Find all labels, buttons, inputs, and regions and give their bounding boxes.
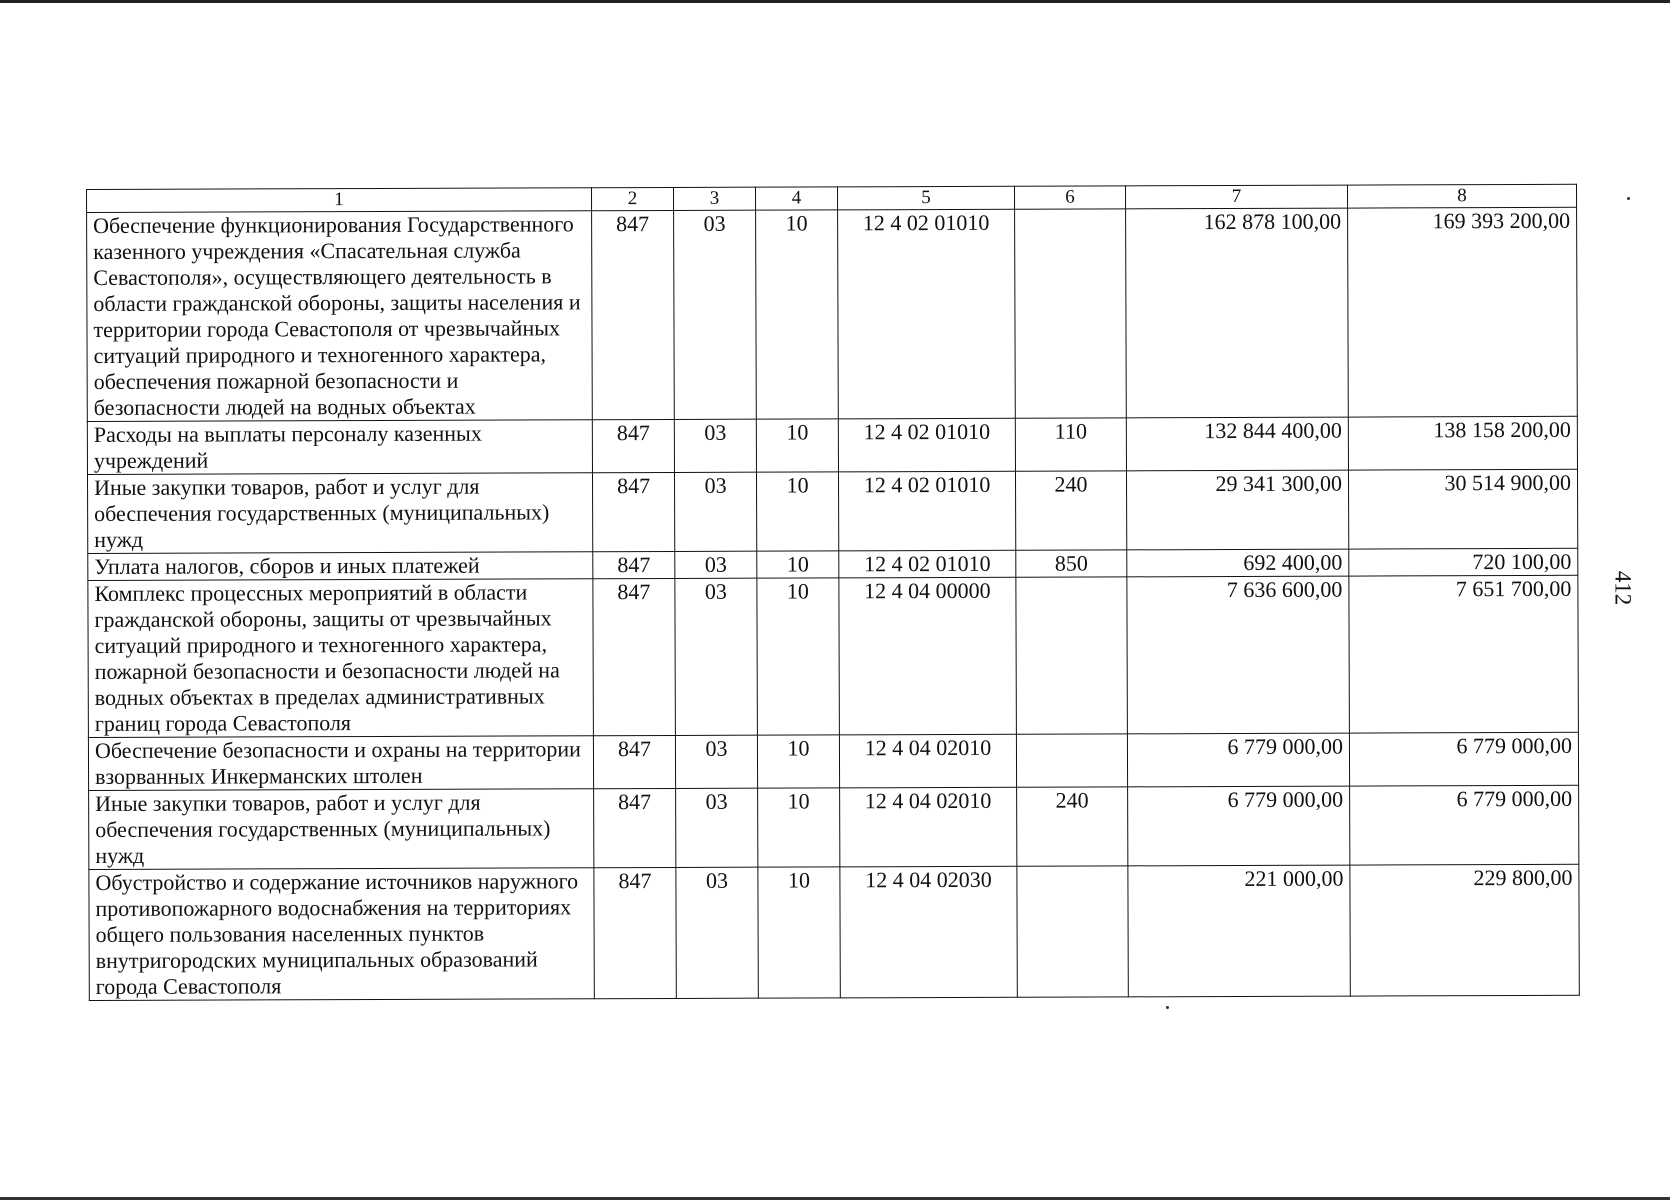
amount-col-7: 6 779 000,00 <box>1128 786 1350 866</box>
section-code: 03 <box>675 578 758 735</box>
item-name: Иные закупки товаров, работ и услуг для обеспечения государственных (муниципальных) нужд <box>89 789 594 870</box>
expense-type-code: 850 <box>1016 550 1127 577</box>
ministry-code: 847 <box>592 210 675 419</box>
amount-col-7: 7 636 600,00 <box>1127 576 1350 734</box>
table-row <box>87 469 1577 553</box>
ministry-code: 847 <box>592 472 674 551</box>
amount-col-8: 6 779 000,00 <box>1349 732 1578 786</box>
subsection-code: 10 <box>757 735 839 788</box>
column-header: 2 <box>591 187 673 210</box>
ministry-code: 847 <box>593 578 676 735</box>
target-article-code: 12 4 04 02030 <box>840 866 1017 998</box>
amount-col-7: 6 779 000,00 <box>1127 733 1349 787</box>
table-row <box>87 207 1578 421</box>
item-name: Комплекс процессных мероприятий в области гражданской обороны, защиты от чрезвычайных ситуаций природного и техногенного характера, пожарной безопасности и безопасности людей на водных объектах в пределах административных границ города Севастополя <box>88 579 594 738</box>
section-code: 03 <box>676 788 758 867</box>
column-header: 3 <box>673 187 755 210</box>
target-article-code: 12 4 04 00000 <box>839 577 1017 735</box>
table-row <box>87 416 1577 474</box>
ministry-code: 847 <box>594 788 676 867</box>
expense-type-code <box>1016 577 1128 734</box>
subsection-code: 10 <box>757 551 839 578</box>
table-row <box>89 864 1579 1000</box>
amount-col-7: 692 400,00 <box>1127 549 1349 577</box>
expense-type-code: 110 <box>1015 418 1126 471</box>
target-article-code: 12 4 02 01010 <box>838 209 1016 419</box>
item-name: Обеспечение безопасности и охраны на территории взорванных Инкерманских штолен <box>88 736 593 791</box>
target-article-code: 12 4 04 02010 <box>839 734 1016 788</box>
item-name: Расходы на выплаты персоналу казенных учреждений <box>87 420 592 475</box>
ministry-code: 847 <box>593 735 675 788</box>
item-name: Уплата налогов, сборов и иных платежей <box>88 552 593 581</box>
ministry-code: 847 <box>592 419 674 472</box>
scan-speck <box>1627 197 1630 200</box>
section-code: 03 <box>674 210 757 419</box>
table-row <box>88 732 1578 790</box>
item-name: Иные закупки товаров, работ и услуг для обеспечения государственных (муниципальных) нужд <box>87 473 592 554</box>
target-article-code: 12 4 04 02010 <box>840 787 1017 867</box>
amount-col-8: 138 158 200,00 <box>1348 416 1577 470</box>
target-article-code: 12 4 02 01010 <box>839 550 1016 578</box>
amount-col-8: 30 514 900,00 <box>1348 469 1577 549</box>
scan-speck <box>1166 1006 1169 1009</box>
amount-col-7: 132 844 400,00 <box>1126 417 1348 471</box>
subsection-code: 10 <box>758 788 840 867</box>
expense-type-code: 240 <box>1017 787 1128 866</box>
section-code: 03 <box>674 472 756 551</box>
budget-table <box>86 184 1580 1001</box>
column-header: 7 <box>1125 185 1347 209</box>
target-article-code: 12 4 02 01010 <box>838 471 1015 551</box>
amount-col-8: 7 651 700,00 <box>1349 575 1579 733</box>
subsection-code: 10 <box>756 419 838 472</box>
page-number: 412 <box>1610 570 1636 606</box>
expense-type-code: 240 <box>1015 471 1126 550</box>
column-header: 8 <box>1347 184 1576 208</box>
amount-col-7: 29 341 300,00 <box>1126 470 1348 550</box>
section-code: 03 <box>674 419 756 472</box>
ministry-code: 847 <box>593 551 675 578</box>
column-header: 5 <box>837 186 1014 210</box>
section-code: 03 <box>675 551 757 578</box>
expense-type-code <box>1016 734 1127 787</box>
table-row <box>89 785 1579 869</box>
amount-col-8: 169 393 200,00 <box>1348 207 1578 417</box>
subsection-code: 10 <box>757 578 840 735</box>
column-header: 4 <box>755 187 837 210</box>
scan-top-edge <box>0 0 1670 3</box>
expense-type-code <box>1017 866 1128 997</box>
section-code: 03 <box>675 735 757 788</box>
subsection-code: 10 <box>758 867 840 998</box>
expense-type-code <box>1015 209 1127 418</box>
column-header: 6 <box>1014 186 1125 209</box>
item-name: Обеспечение функционирования Государственного казенного учреждения «Спасательная служба Севастополя», осуществляющего деятельность в области гражданской обороны, защиты населения и территории города Севастополя от чрезвычайных ситуаций природного и техногенного характера, обеспечения пожарной безопасности и безопасности людей на водных объектах <box>87 211 593 422</box>
table-row <box>88 575 1579 737</box>
amount-col-8: 229 800,00 <box>1350 864 1579 996</box>
amount-col-8: 6 779 000,00 <box>1350 785 1579 865</box>
column-header: 1 <box>87 188 592 213</box>
item-name: Обустройство и содержание источников наружного противопожарного водоснабжения на территориях общего пользования населенных пунктов внутригородских муниципальных образований города Севастополя <box>89 868 594 1001</box>
ministry-code: 847 <box>594 867 676 998</box>
amount-col-7: 221 000,00 <box>1128 865 1350 997</box>
amount-col-8: 720 100,00 <box>1349 548 1578 576</box>
subsection-code: 10 <box>756 210 839 419</box>
target-article-code: 12 4 02 01010 <box>838 418 1015 472</box>
section-code: 03 <box>676 867 758 998</box>
subsection-code: 10 <box>756 472 838 551</box>
amount-col-7: 162 878 100,00 <box>1126 208 1349 418</box>
